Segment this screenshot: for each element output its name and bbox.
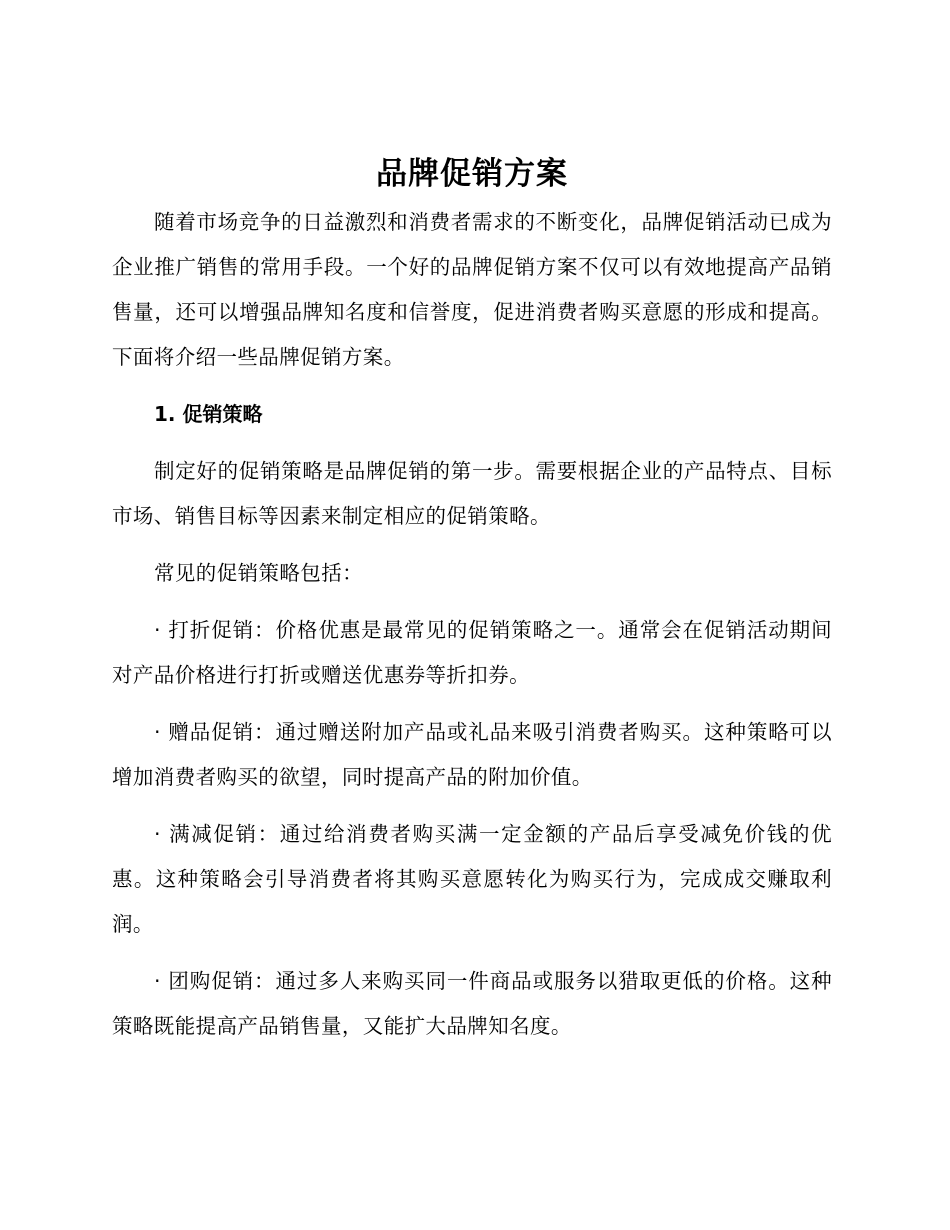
bullet-gift: · 赠品促销：通过赠送附加产品或礼品来吸引消费者购买。这种策略可以增加消费者购买的欲望，同时提高产品的附加价值。 — [112, 720, 832, 789]
section-heading-promotion-strategy: 1. 促销策略 — [154, 402, 263, 426]
bullet-group-buying: · 团购促销：通过多人来购买同一件商品或服务以猎取更低的价格。这种策略既能提高产品销售量，又能扩大品牌知名度。 — [112, 969, 832, 1038]
strategy-paragraph: 制定好的促销策略是品牌促销的第一步。需要根据企业的产品特点、目标市场、销售目标等因素来制定相应的促销策略。 — [112, 459, 832, 528]
document-title: 品牌促销方案 — [376, 156, 568, 192]
intro-paragraph: 随着市场竞争的日益激烈和消费者需求的不断变化，品牌促销活动已成为企业推广销售的常用手段。一个好的品牌促销方案不仅可以有效地提高产品销售量，还可以增强品牌知名度和信誉度，促进消费者购买意愿的形成和提高。下面将介绍一些品牌促销方案。 — [112, 210, 832, 369]
bullet-discount: · 打折促销：价格优惠是最常见的促销策略之一。通常会在促销活动期间对产品价格进行打折或赠送优惠券等折扣券。 — [112, 618, 832, 687]
list-intro: 常见的促销策略包括： — [154, 561, 363, 585]
bullet-full-reduction: · 满减促销：通过给消费者购买满一定金额的产品后享受减免价钱的优惠。这种策略会引导消费者将其购买意愿转化为购买行为，完成成交赚取利润。 — [112, 822, 832, 936]
document-page — [112, 150, 832, 1061]
